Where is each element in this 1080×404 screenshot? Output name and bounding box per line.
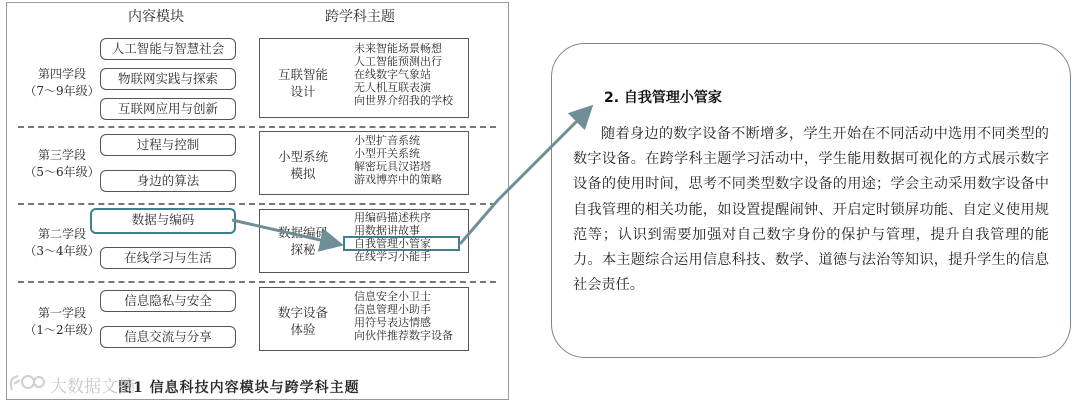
stage-label-1: 第一学段 （1～2年级） [24, 306, 100, 337]
theme-items-4: 未来智能场景畅想 人工智能预测出行 在线数字气象站 无人机互联表演 向世界介绍我的学校 [354, 42, 453, 107]
module-algorithms: 身边的算法 [100, 170, 236, 192]
module-internet: 互联网应用与创新 [100, 98, 236, 120]
callout-title: 2. 自我管理小管家 [604, 90, 722, 106]
module-iot: 物联网实践与探索 [100, 68, 236, 90]
module-column-header: 内容模块 [128, 9, 184, 25]
theme-name-1: 数字设备 体验 [277, 305, 328, 337]
module-ai-society: 人工智能与智慧社会 [100, 38, 236, 60]
stage-label-3: 第三学段 （5～6年级） [24, 148, 100, 179]
theme-items-3: 小型扩音系统 小型开关系统 解密玩具汉诺塔 游戏博弈中的策略 [354, 134, 442, 186]
theme-name-4: 互联智能 设计 [277, 67, 328, 99]
stage-grades: （7～9年级） [24, 84, 100, 98]
module-process-control: 过程与控制 [100, 134, 236, 156]
theme-items-1: 信息安全小卫士 信息管理小助手 用符号表达情感 向伙伴推荐数字设备 [354, 290, 453, 342]
theme-name-2: 数据编码 探秘 [277, 225, 328, 257]
arrow-module-to-theme [232, 220, 338, 244]
arrow-theme-to-callout [460, 109, 589, 244]
watermark-text: 大数据文摘 [50, 377, 135, 397]
module-privacy-security: 信息隐私与安全 [100, 290, 236, 312]
module-online-learning: 在线学习与生活 [100, 247, 236, 269]
stage-label-2: 第二学段 （3～4年级） [24, 227, 100, 258]
module-communication: 信息交流与分享 [100, 326, 236, 348]
theme-items-2: 用编码描述秩序 用数据讲故事 自我管理小管家 在线学习小能手 [354, 211, 431, 263]
callout-body: 随着身边的数字设备不断增多，学生开始在不同活动中选用不同类型的数字设备。在跨学科主题学习活动中，学生能用数据可视化的方式展示数字设备的使用时间，思考不同类型数字设备的用途；学会主动采用数字设备中自我管理的相关功能，如设置提醒闹钟、开启定时锁屏功能、自定义使用规范等；认识到需要加强对自己数字身份的保护与管理，提升自我管理的能力。本主题综合运用信息科技、数学、道德与法治等知识，提升学生的信息社会责任。 [573, 126, 1049, 294]
figure-caption: 图1 信息科技内容模块与跨学科主题 [118, 380, 360, 396]
module-data-encoding: 数据与编码 [90, 208, 236, 234]
theme-column-header: 跨学科主题 [325, 9, 395, 25]
stage-name: 第四学段 [37, 67, 86, 81]
theme-name-3: 小型系统 模拟 [277, 149, 328, 181]
